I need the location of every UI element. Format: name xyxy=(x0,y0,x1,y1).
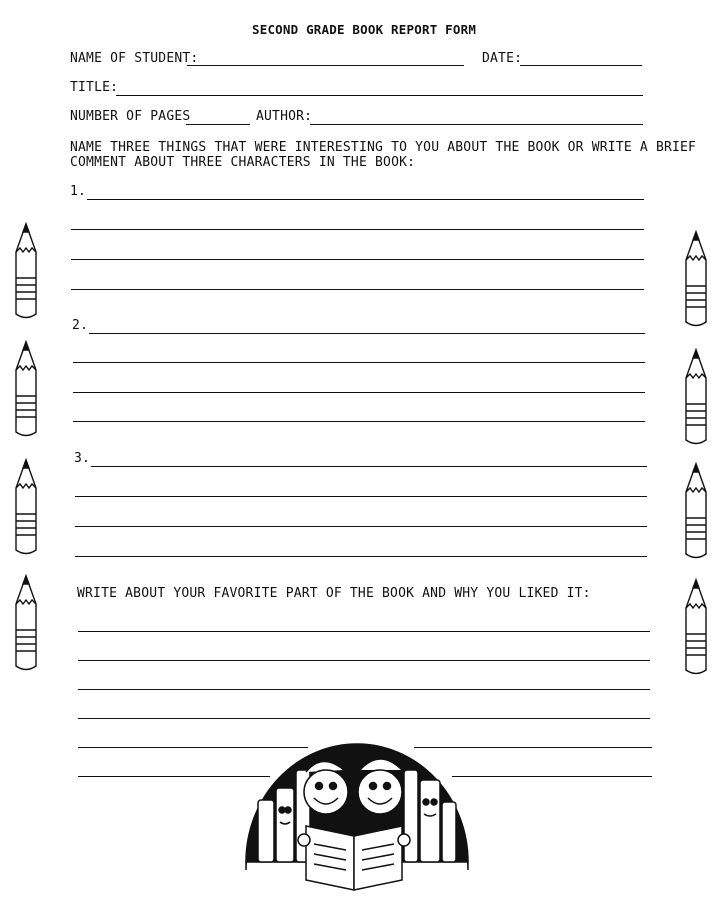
writing-line[interactable] xyxy=(73,392,645,393)
student-name-label: NAME OF STUDENT: xyxy=(70,51,199,66)
pencil-icon xyxy=(684,230,708,330)
writing-line[interactable] xyxy=(75,496,647,497)
book-title-line[interactable] xyxy=(116,95,643,96)
writing-line[interactable] xyxy=(78,718,650,719)
kids-reading-book-illustration xyxy=(244,740,470,900)
pages-line[interactable] xyxy=(186,124,250,125)
book-title-label: TITLE: xyxy=(70,80,119,95)
form-title: SECOND GRADE BOOK REPORT FORM xyxy=(252,22,477,37)
pages-label: NUMBER OF PAGES xyxy=(70,109,191,124)
writing-line[interactable] xyxy=(71,259,644,260)
date-label: DATE: xyxy=(482,51,523,66)
pencil-icon xyxy=(14,222,38,322)
writing-line[interactable] xyxy=(78,631,650,632)
pencil-icon xyxy=(684,348,708,448)
item-2-number: 2. xyxy=(72,318,89,333)
item-3-number: 3. xyxy=(74,451,91,466)
pencil-icon xyxy=(14,340,38,440)
author-label: AUTHOR: xyxy=(256,109,313,124)
favorite-part-prompt: WRITE ABOUT YOUR FAVORITE PART OF THE BOOK AND WHY YOU LIKED IT: xyxy=(77,586,591,601)
student-name-line[interactable] xyxy=(187,65,464,66)
pencil-icon xyxy=(684,578,708,678)
writing-line[interactable] xyxy=(78,689,650,690)
writing-line[interactable] xyxy=(73,421,645,422)
writing-line[interactable] xyxy=(89,333,645,334)
pencil-icon xyxy=(684,462,708,562)
writing-line[interactable] xyxy=(87,199,644,200)
writing-line[interactable] xyxy=(73,362,645,363)
instruction-line-2: COMMENT ABOUT THREE CHARACTERS IN THE BOOK: xyxy=(70,155,416,170)
writing-line[interactable] xyxy=(78,776,270,777)
writing-line[interactable] xyxy=(78,660,650,661)
writing-line[interactable] xyxy=(75,556,647,557)
author-line[interactable] xyxy=(310,124,643,125)
writing-line[interactable] xyxy=(91,466,647,467)
writing-line[interactable] xyxy=(75,526,647,527)
pencil-icon xyxy=(14,574,38,674)
instruction-line-1: NAME THREE THINGS THAT WERE INTERESTING TO YOU ABOUT THE BOOK OR WRITE A BRIEF xyxy=(70,140,697,155)
pencil-icon xyxy=(14,458,38,558)
date-line[interactable] xyxy=(520,65,642,66)
writing-line[interactable] xyxy=(71,289,644,290)
item-1-number: 1. xyxy=(70,184,87,199)
writing-line[interactable] xyxy=(71,229,644,230)
writing-line[interactable] xyxy=(452,776,652,777)
